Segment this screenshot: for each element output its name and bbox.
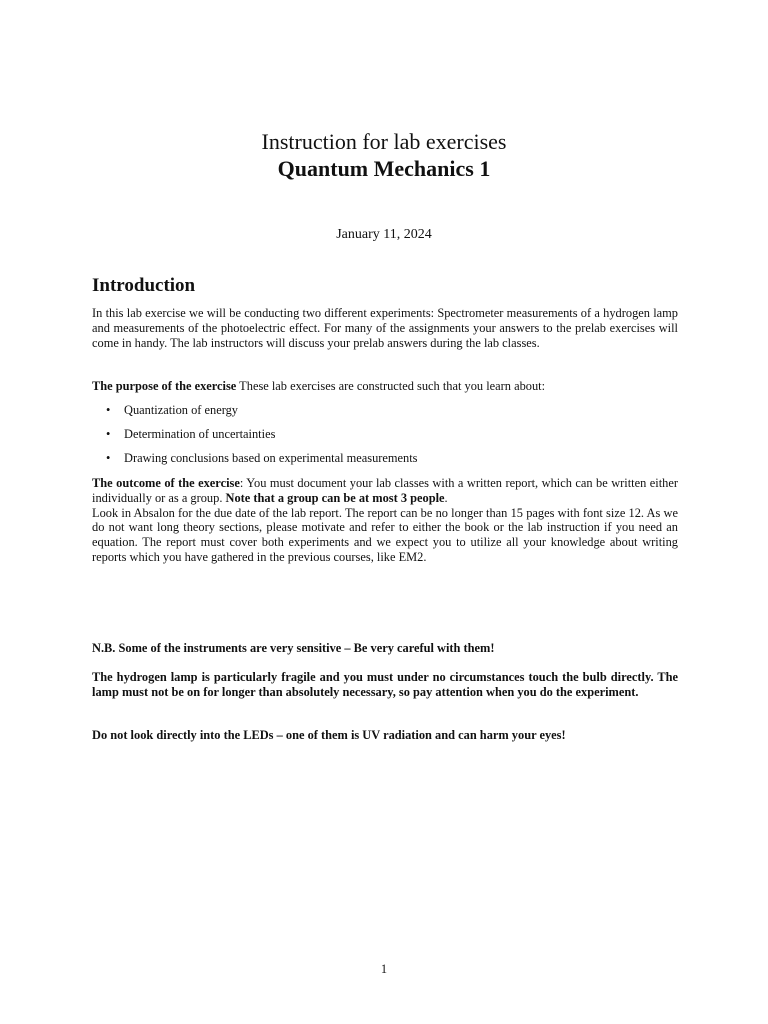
list-item [106, 403, 238, 418]
intro-paragraph: In this lab exercise we will be conducting two different experiments: Spectrometer measurements of a hydrogen lamp and measurements of the photoelectric effect. For many of the assignments your answers to the prelab exercises will come in handy. The lab instructors will discuss your prelab answers during the lab classes. [92, 306, 678, 350]
list-item-text: Drawing conclusions based on experimental measurements [124, 451, 418, 465]
list-item [106, 451, 418, 466]
bullet-icon: • [106, 403, 111, 417]
warning-uv-leds: Do not look directly into the LEDs – one of them is UV radiation and can harm your eyes! [92, 728, 566, 742]
purpose-text: These lab exercises are constructed such that you learn about: [236, 379, 546, 393]
bullet-icon: • [106, 427, 111, 441]
outcome-lead: The outcome of the exercise [92, 476, 240, 490]
purpose-lead: The purpose of the exercise [92, 379, 237, 393]
document-date: January 11, 2024 [336, 227, 432, 242]
purpose-paragraph [92, 379, 678, 394]
section-heading-introduction: Introduction [92, 275, 196, 296]
bullet-icon: • [106, 451, 111, 465]
document-title-line-1: Instruction for lab exercises [261, 129, 507, 154]
outcome-paragraph [92, 476, 678, 565]
outcome-text-end: . [444, 490, 448, 505]
list-item [106, 427, 275, 442]
warning-sensitive-instruments: N.B. Some of the instruments are very sensitive – Be very careful with them! [92, 641, 495, 655]
report-requirements-text: Look in Absalon for the due date of the lab report. The report can be no longer than 15 pages with font size 12. As we do not want long theory sections, please motivate and refer to either the book or the lab instruction if you need an equation. The report must cover both experiments and we expect you to utilize all your knowledge about writing reports which you have gathered in the previous courses, like EM2. [92, 505, 678, 564]
list-item-text: Quantization of energy [124, 403, 239, 417]
page-number: 1 [380, 962, 388, 976]
group-size-note: Note that a group can be at most 3 people [225, 490, 445, 505]
list-item-text: Determination of uncertainties [124, 427, 276, 441]
document-title-course: Quantum Mechanics 1 [277, 156, 491, 181]
outcome-text: : You must document your lab classes with a written report, which can be written either individually or as a group. [92, 476, 678, 505]
warning-hydrogen-lamp: The hydrogen lamp is particularly fragile and you must under no circumstances touch the bulb directly. The lamp must not be on for longer than absolutely necessary, so pay attention when you do the experiment. [92, 670, 678, 699]
